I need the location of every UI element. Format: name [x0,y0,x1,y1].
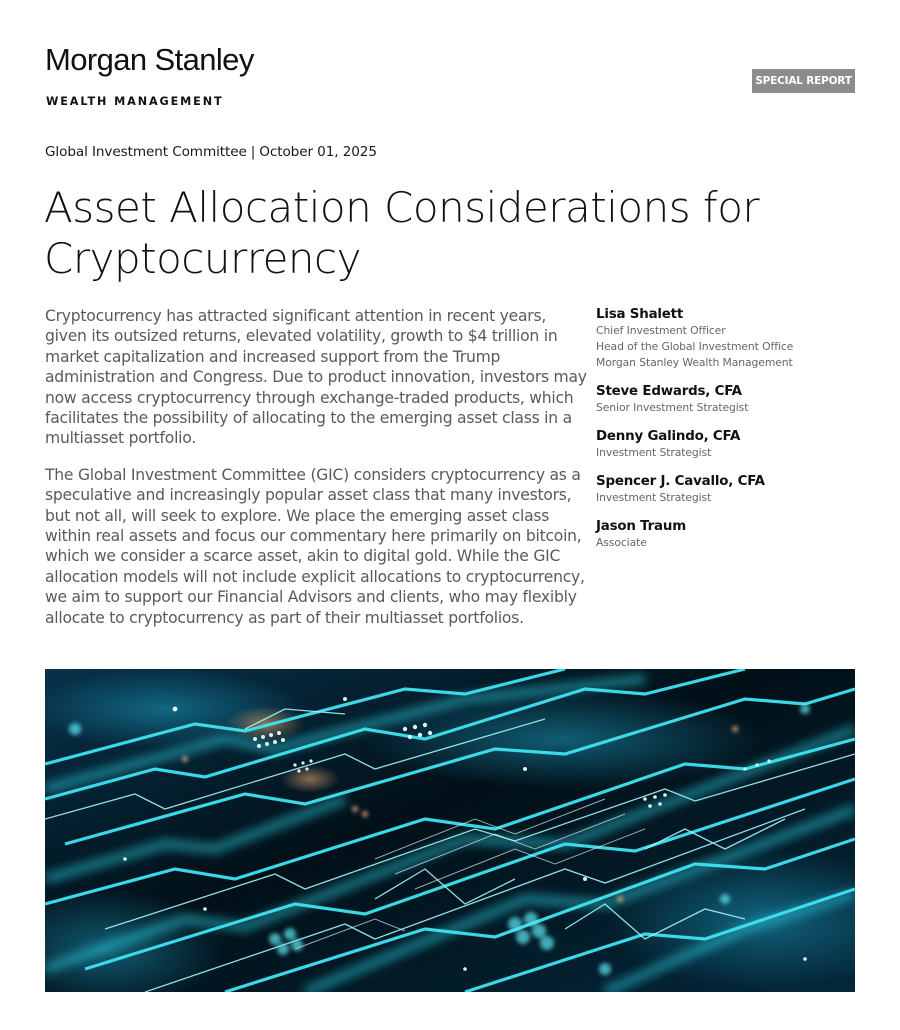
report-meta [45,144,377,160]
committee-name: Global Investment Committee [45,144,247,160]
intro-body [45,306,590,644]
brand-logo: Morgan Stanley [45,42,254,77]
author-name: Lisa Shalett [596,307,684,322]
report-date: October 01, 2025 [259,144,377,160]
title-line-2: Cryptocurrency [44,234,362,283]
author-name: Denny Galindo, CFA [596,429,741,444]
author-entry [596,383,856,416]
author-list [596,306,856,563]
author-role: Senior Investment Strategist [596,401,749,414]
intro-paragraph: The Global Investment Committee (GIC) considers cryptocurrency as a speculative and increasingly popular asset class that many investors, but not all, will seek to explore. We place the emerging asset class within real assets and focus our commentary here primarily on bitcoin, which we consider a scarce asset, akin to digital gold. While the GIC allocation models will not include explicit allocations to cryptocurrency, we aim to support our Financial Advisors and clients, who may flexibly allocate to cryptocurrency as part of their multiasset portfolios. [45,465,585,627]
author-role: Investment Strategist [596,446,712,459]
author-name: Jason Traum [596,519,686,534]
author-role: Head of the Global Investment Office [596,340,794,353]
author-role: Chief Investment Officer [596,324,726,337]
circuit-board-image [45,669,855,992]
author-name: Spencer J. Cavallo, CFA [596,474,765,489]
special-report-badge: SPECIAL REPORT [752,69,855,93]
circuit-board-illustration [45,669,855,992]
author-role: Associate [596,536,647,549]
author-entry [596,518,856,551]
title-line-1: Asset Allocation Considerations for [44,183,760,232]
author-entry [596,428,856,461]
author-entry [596,306,856,371]
division-label: WEALTH MANAGEMENT [46,95,224,108]
author-role: Investment Strategist [596,491,712,504]
author-name: Steve Edwards, CFA [596,384,742,399]
page-title [44,182,804,284]
author-role: Morgan Stanley Wealth Management [596,356,793,369]
intro-paragraph: Cryptocurrency has attracted significant attention in recent years, given its outsized returns, elevated volatility, growth to $4 trillion in market capitalization and increased support from the Trump administration and Congress. Due to product innovation, investors may now access cryptocurrency through exchange-traded products, which facilitates the possibility of allocating to the emerging asset class in a multiasset portfolio. [45,307,587,448]
author-entry [596,473,856,506]
meta-separator: | [250,144,256,160]
